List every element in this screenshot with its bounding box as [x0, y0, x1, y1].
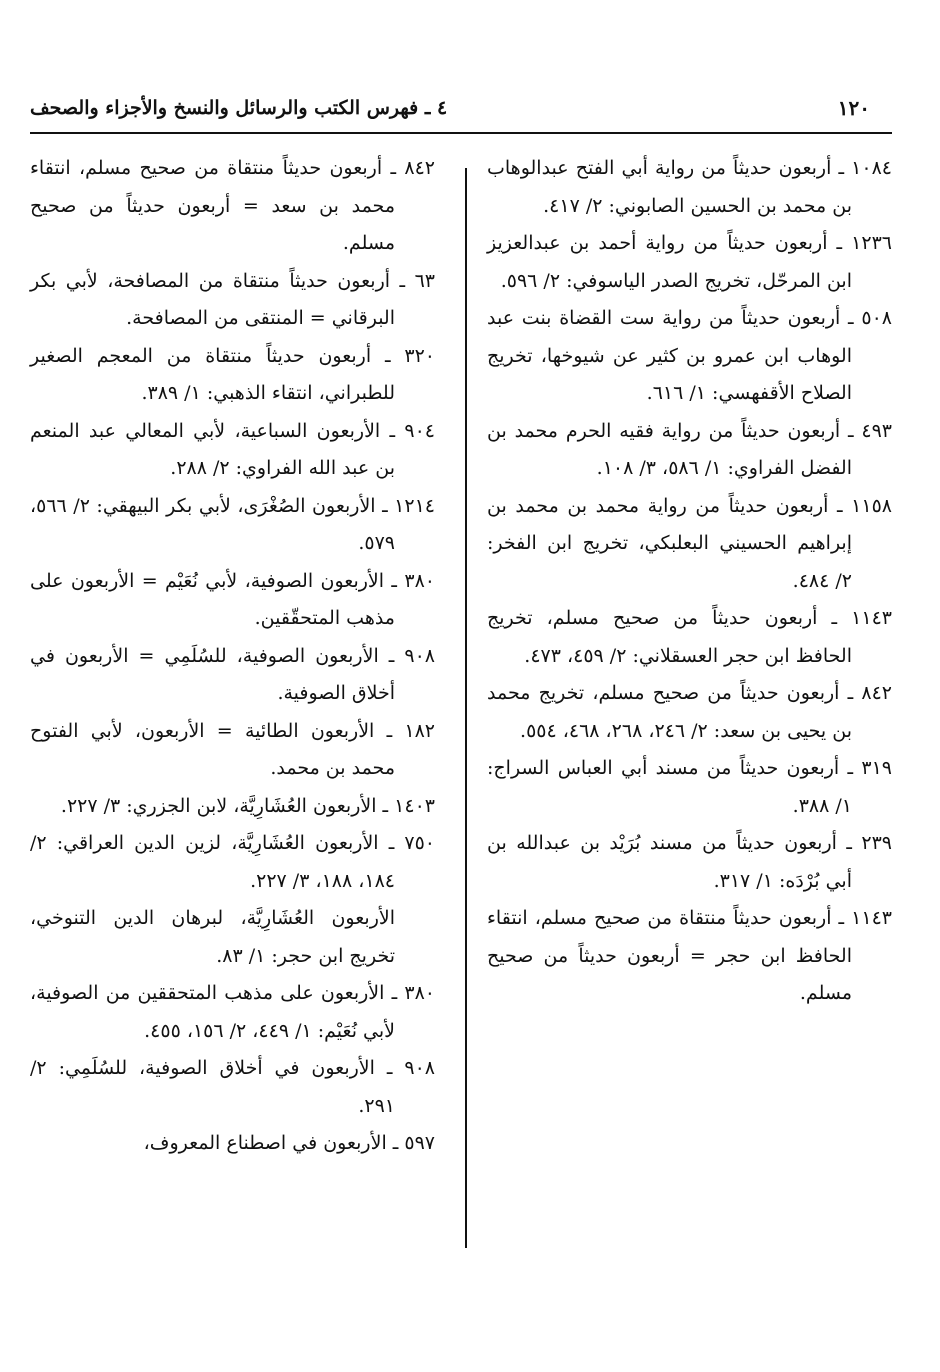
header-rule	[30, 132, 892, 134]
index-entry: ١٤٠٣ ـ الأربعون العُشَارِيَّة، لابن الجزري: ٣/ ٢٢٧.	[60, 794, 435, 817]
index-entry: ١٢١٤ ـ الأربعون الصُغْرَى، لأبي بكر البيهقي: ٢/ ٥٦٦، ٥٧٩.	[30, 494, 435, 554]
index-entry: ٥٠٨ ـ أربعون حديثاً من رواية ست القضاة بنت عبد الوهاب ابن عمرو بن كثير عن شيوخها، تخريج الصلاح الأقفهسي: ١/ ٦١٦.	[487, 307, 892, 404]
index-entry: ٣٨٠ ـ الأربعون الصوفية، لأبي نُعَيْم = الأربعون على مذهب المتحقّقين.	[30, 569, 435, 629]
index-entry: ٣٢٠ ـ أربعون حديثاً منتقاة من المعجم الصغير للطبراني، انتقاء الذهبي: ١/ ٣٨٩.	[30, 344, 435, 404]
index-entry: ٨٤٢ ـ أربعون حديثاً من صحيح مسلم، تخريج محمد بن يحيى بن سعد: ٢/ ٢٤٦، ٢٦٨، ٤٦٨، ٥٥٤.	[487, 682, 892, 742]
index-entry: ٨٤٢ ـ أربعون حديثاً منتقاة من صحيح مسلم، انتقاء محمد بن سعد = أربعون حديثاً من صحيح مسلم.	[30, 157, 435, 254]
index-entry: ١١٤٣ ـ أربعون حديثاً من صحيح مسلم، تخريج الحافظ ابن حجر العسقلاني: ٢/ ٤٥٩، ٤٧٣.	[487, 607, 892, 667]
page-number: ١٢٠	[837, 96, 870, 120]
index-entry: ٩٠٨ ـ الأربعون الصوفية، للسُلَمِي = الأربعون في أخلاق الصوفية.	[30, 644, 435, 704]
column-divider	[465, 168, 467, 1248]
page-header	[30, 88, 910, 128]
index-entry: ١١٥٨ ـ أربعون حديثاً من رواية محمد بن محمد بن إبراهيم الحسيني البعلبكي، تخريج ابن الفخر: ٢/ ٤٨٤.	[487, 494, 892, 592]
index-entry: ١٢٣٦ ـ أربعون حديثاً من رواية أحمد بن عبدالعزيز ابن المرحّل، تخريج الصدر الياسوفي: ٢/ ٥٩٦.	[487, 232, 892, 292]
right-column	[487, 150, 892, 1013]
index-entry: ٥٩٧ ـ الأربعون في اصطناع المعروف،	[143, 1132, 435, 1154]
index-entry: ٦٣ ـ أربعون حديثاً منتقاة من المصافحة، لأبي بكر البرقاني = المنتقى من المصافحة.	[30, 269, 435, 329]
index-entry: ٣١٩ ـ أربعون حديثاً من مسند أبي العباس السراج: ١/ ٣٨٨.	[487, 757, 892, 817]
index-entry: ٢٣٩ ـ أربعون حديثاً من مسند بُرَيْد بن عبدالله بن أبي بُرْدَه: ١/ ٣١٧.	[487, 832, 892, 892]
index-entry: ٧٥٠ ـ الأربعون العُشَارِيَّة، لزين الدين العراقي: ٢/ ١٨٤، ١٨٨، ٣/ ٢٢٧.	[30, 832, 435, 892]
running-title: ٤ ـ فهرس الكتب والرسائل والنسخ والأجزاء والصحف	[30, 97, 448, 119]
index-entry: ٩٠٨ ـ الأربعون في أخلاق الصوفية، للسُلَمِي: ٢/ ٢٩١.	[30, 1057, 435, 1117]
index-entry: ٩٠٤ ـ الأربعون السباعية، لأبي المعالي عبد المنعم بن عبد الله الفراوي: ٢/ ٢٨٨.	[30, 419, 435, 479]
index-entry: الأربعون العُشَارِيَّة، لبرهان الدين التنوخي، تخريج ابن حجر: ١/ ٨٣.	[30, 907, 395, 967]
index-entry: ٤٩٣ ـ أربعون حديثاً من رواية فقيه الحرم محمد بن الفضل الفراوي: ١/ ٥٨٦، ٣/ ١٠٨.	[487, 419, 892, 479]
index-entry: ١٠٨٤ ـ أربعون حديثاً من رواية أبي الفتح عبدالوهاب بن محمد بن الحسين الصابوني: ٢/ ٤١٧.	[487, 157, 892, 217]
index-entry: ١٨٢ ـ الأربعون الطائية = الأربعون، لأبي الفتوح محمد بن محمد.	[30, 719, 435, 779]
index-entry: ١١٤٣ ـ أربعون حديثاً منتقاة من صحيح مسلم، انتقاء الحافظ ابن حجر = أربعون حديثاً من صحيح مسلم.	[487, 907, 892, 1004]
left-column	[30, 150, 435, 1163]
index-entry: ٣٨٠ ـ الأربعون على مذهب المتحققين من الصوفية، لأبي نُعَيْم: ١/ ٤٤٩، ٢/ ١٥٦، ٤٥٥.	[30, 982, 435, 1042]
